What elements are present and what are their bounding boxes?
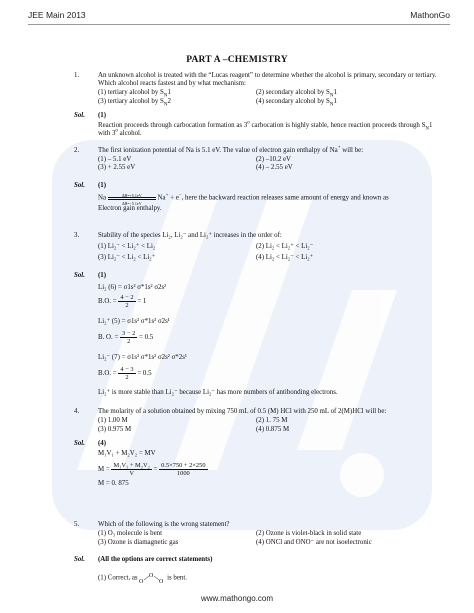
option: (2) –10.2 eV (256, 155, 292, 163)
question-text: The molarity of a solution obtained by mixing 750 mL of 0.5 (M) HCl with 250 mL of 2(M)HCl will be: (98, 408, 387, 415)
question-text: An unknown alcohol is treated with the “Lucas reagent” to determine whether the alcohol is primary, secondary or tertiary. Which alcohol reacts fastest and by what mechanism: (98, 72, 437, 88)
option: (3) + 2.55 eV (98, 164, 136, 171)
solution-text: Reaction proceeds through carbocation formation as 3$^o$ carbocation is highly stable, hence reaction proceeds through $S_N1$ with 3$^o$ alcohol. (98, 120, 433, 138)
equation-line: Na $\frac{\Delta H=+5.1eV}{\Delta H=-5.1eV}$ Na+ + e−, here the backward reaction releases same amount of energy and known as (98, 193, 389, 206)
question-number: 3. (74, 232, 80, 239)
sol-label: Sol. (74, 556, 85, 563)
option: (1) tertiary alcohol by $S_N1$ (98, 89, 171, 99)
bond-order: B.O. = $\frac{4 - 3}{2}$ = 0.5 (98, 366, 152, 381)
solution-text: Li₂⁺ is more stable than Li₂⁻ because Li₂⁻ has more numbers of antibonding electrons. (98, 389, 338, 396)
option: (3) tertiary alcohol by $S_N2$ (98, 97, 171, 107)
header-divider (28, 24, 450, 25)
bond-order: B. O. = $\frac{3 - 2}{2}$ = 0.5 (98, 330, 154, 345)
svg-text:O: O (159, 579, 164, 584)
option: (2) 1. 75 M (256, 417, 288, 424)
question-text: The first ionization potential of Na is 5.1 eV. The value of electron gain enthalpy of Na+ will be: (98, 145, 364, 154)
option: (2) secondary alcohol by $S_N1$ (256, 89, 337, 99)
bond-order: B.O. = $\frac{4 - 2}{2}$ = 1 (98, 294, 147, 309)
option: (1) O₃ molecule is bent (98, 530, 163, 537)
option: (1) – 5.1 eV (98, 155, 132, 163)
equation-line: M₁V₁ + M₂V₂ = MV (98, 450, 156, 457)
page-title: PART A –CHEMISTRY (186, 55, 288, 65)
svg-text:O: O (139, 579, 144, 584)
option: (4) secondary alcohol by $S_N1$ (256, 97, 337, 107)
sol-label: Sol. (74, 112, 85, 119)
option: (3) 0.975 M (98, 425, 132, 433)
question-number: 4. (74, 408, 80, 415)
solution-heading: (All the options are correct statements) (98, 556, 213, 563)
header-brand: MathonGo (410, 10, 450, 20)
question-number: 5. (74, 521, 80, 528)
option: (4) ONCl and ONO⁻ are not isoelectronic (256, 538, 372, 546)
solution-answer: (4) (98, 440, 107, 447)
solution-answer: (1) (98, 182, 107, 189)
question-text: Stability of the species Li₂, Li₂⁻ and Li₂⁺ increases in the order of: (98, 232, 282, 239)
electronic-config: Li₂ (6) = σ1s² σ*1s² σ2s² (98, 284, 167, 291)
equation-line: M = $\frac{\text{M₁V₁ + M₂V₂}}{V}$ = $\frac{0.5\times 750 + 2\times 250}{1000}$ (98, 462, 206, 477)
question-text: Which of the following is the wrong statement? (98, 521, 230, 528)
solution-answer: (1) (98, 112, 107, 119)
option: (2) Li₂ < Li₂⁺ < Li₂⁻ (256, 243, 314, 250)
option: (4) 0.875 M (256, 425, 290, 433)
option: (3) Li₂⁻ < Li₂ < Li₂⁺ (98, 254, 156, 261)
option: (1) 1.00 M (98, 417, 128, 424)
question-number: 1. (74, 72, 80, 79)
sol-label: Sol. (74, 272, 85, 279)
sol-label: Sol. (74, 440, 85, 447)
question-number: 2. (74, 147, 80, 154)
option: (4) – 2.55 eV (256, 164, 293, 171)
solution-text: Electron gain enthalpy. (98, 205, 162, 212)
equation-line: M = 0. 875 (98, 480, 129, 487)
option: (3) Ozone is diamagnetic gas (98, 538, 179, 546)
solution-text: (1) Correct, as O O O is bent. (98, 573, 187, 584)
solution-answer: (1) (98, 272, 107, 279)
option: (4) Li₂ < Li₂⁻ < Li₂⁺ (256, 254, 314, 261)
equilibrium-arrow: $\frac{\Delta H=+5.1eV}{\Delta H=-5.1eV}$ (108, 193, 156, 203)
svg-text:O: O (149, 573, 154, 579)
electronic-config: Li₂⁺ (5) = σ1s² σ*1s² σ2s¹ (98, 318, 170, 325)
header-exam-title: JEE Main 2013 (28, 10, 86, 20)
ozone-structure-icon (139, 572, 165, 584)
option: (2) Ozone is violet-black in solid state (256, 530, 362, 537)
footer-url: www.mathongo.com (200, 594, 274, 603)
electronic-config: Li₂⁻ (7) = σ1s² σ*1s² σ2s² σ*2s¹ (98, 354, 187, 361)
option: (1) Li₂⁻ < Li₂⁺ < Li₂ (98, 243, 156, 250)
sol-label: Sol. (74, 182, 85, 189)
